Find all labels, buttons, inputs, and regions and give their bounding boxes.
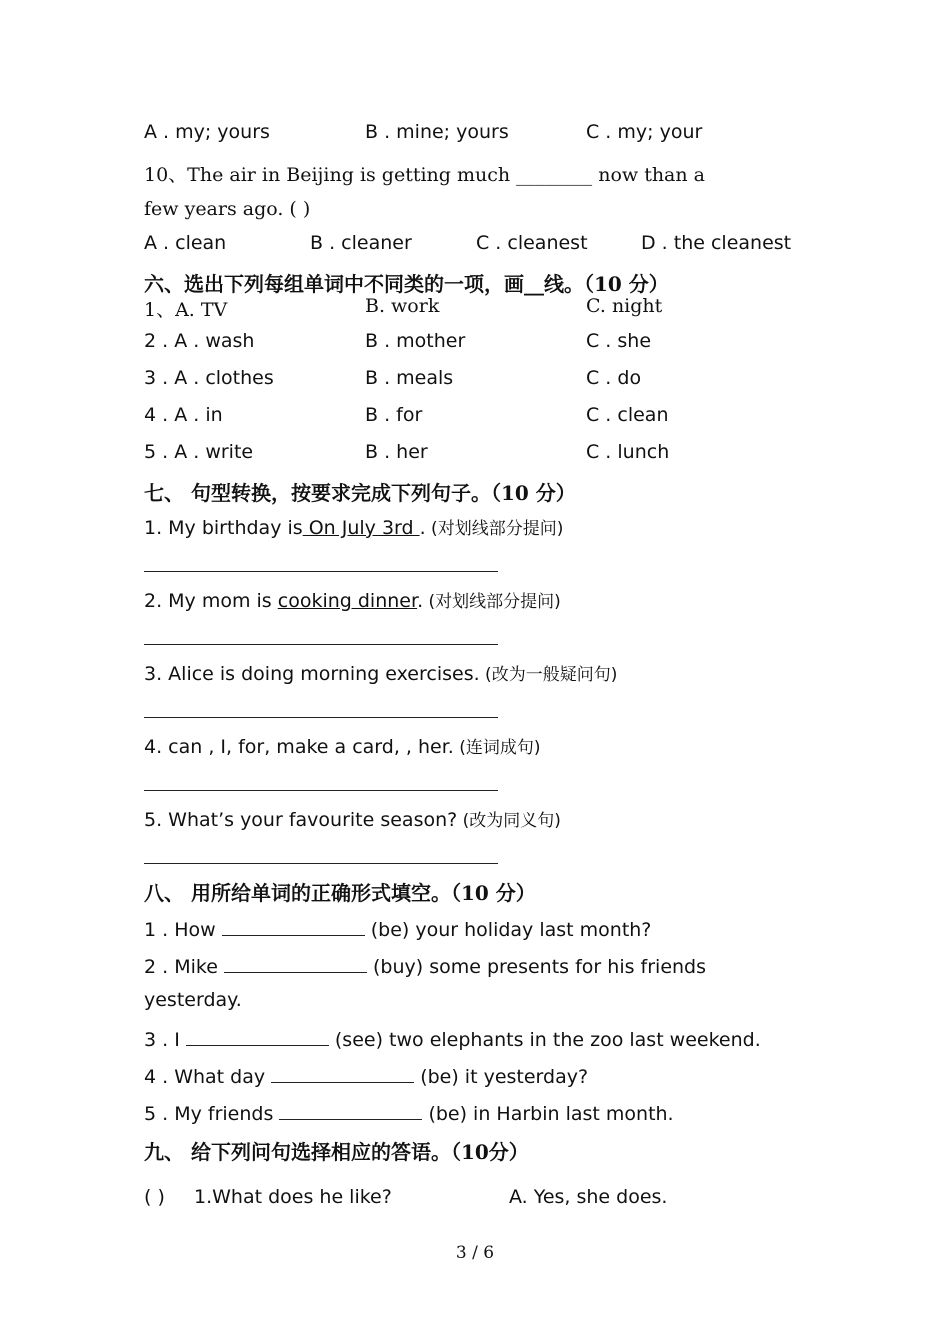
q10-option-a: A . clean (144, 232, 227, 254)
section6-title: 六、选出下列每组单词中不同类的一项，画__线。（10 分） (144, 272, 669, 296)
q10-option-c: C . cleanest (476, 232, 588, 254)
q10-option-d: D . the cleanest (641, 232, 792, 254)
section8-item-3: 3 . I (see) two elephants in the zoo last weekend. (144, 1025, 761, 1051)
section8-item-4: 4 . What day (be) it yesterday? (144, 1062, 588, 1088)
answer-paren[interactable]: ( ) (144, 1186, 165, 1208)
section6-row2-c: C . she (586, 330, 652, 352)
section8-item-5: 5 . My friends (be) in Harbin last month. (144, 1099, 674, 1125)
section6-row5-b: B . her (365, 441, 428, 463)
q9-option-c: C . my; your (586, 121, 703, 143)
fill-blank[interactable] (271, 1062, 414, 1083)
page-number: 3 / 6 (455, 1243, 495, 1263)
section6-row5-c: C . lunch (586, 441, 670, 463)
section6-row5-a: 5 . A . write (144, 441, 254, 463)
fill-blank[interactable] (186, 1025, 329, 1046)
section6-row3-c: C . do (586, 367, 642, 389)
section8-item-2-cont: yesterday. (144, 989, 242, 1011)
section7-item-2: 2. My mom is cooking dinner. (对划线部分提问) (144, 590, 561, 612)
fill-blank[interactable] (279, 1099, 422, 1120)
answer-line-3[interactable] (144, 717, 498, 718)
q10-line-2: few years ago. ( ) (144, 198, 311, 220)
section6-row1-b: B. work (365, 295, 440, 317)
section9-title: 九、 给下列问句选择相应的答语。（10分） (144, 1140, 529, 1164)
q10-line-1 (144, 160, 791, 187)
section8-title: 八、 用所给单词的正确形式填空。（10 分） (144, 881, 536, 905)
section8-item-2: 2 . Mike (buy) some presents for his friends (144, 952, 706, 978)
section6-row4-b: B . for (365, 404, 423, 426)
q10-option-b: B . cleaner (310, 232, 412, 254)
section9-answer-a: A. Yes, she does. (509, 1186, 668, 1208)
section6-row2-b: B . mother (365, 330, 466, 352)
fill-blank[interactable] (222, 915, 365, 936)
section7-item-5: 5. What’s your favourite season? (改为同义句) (144, 809, 561, 831)
section6-row4-a: 4 . A . in (144, 404, 223, 426)
fill-blank[interactable] (224, 952, 367, 973)
underlined-phrase: cooking dinner (277, 590, 418, 612)
q9-option-b: B . mine; yours (365, 121, 509, 143)
answer-line-4[interactable] (144, 790, 498, 791)
section7-item-3: 3. Alice is doing morning exercises. (改为一般疑问句) (144, 663, 618, 685)
section6-row3-a: 3 . A . clothes (144, 367, 274, 389)
section6-row1-c: C. night (586, 295, 663, 317)
answer-line-2[interactable] (144, 644, 498, 645)
section7-title: 七、 句型转换，按要求完成下列句子。（10 分） (144, 481, 576, 505)
section9-question-1: 1.What does he like? (194, 1186, 392, 1208)
underlined-phrase: On July 3rd (302, 517, 420, 539)
answer-line-5[interactable] (144, 863, 498, 864)
q9-option-a: A . my; yours (144, 121, 270, 143)
section8-item-1: 1 . How (be) your holiday last month? (144, 915, 651, 941)
section7-item-1: 1. My birthday is On July 3rd . (对划线部分提问) (144, 517, 564, 539)
section6-title-blank: __ (524, 272, 544, 296)
section6-row2-a: 2 . A . wash (144, 330, 255, 352)
q10-text: 10、The air in Beijing is getting much ________ now than a (144, 164, 705, 186)
section6-row4-c: C . clean (586, 404, 669, 426)
section7-item-4: 4. can , I, for, make a card, , her. (连词成句) (144, 736, 541, 758)
answer-line-1[interactable] (144, 571, 498, 572)
section6-row1-a: 1、A. TV (144, 299, 228, 321)
section6-row3-b: B . meals (365, 367, 454, 389)
